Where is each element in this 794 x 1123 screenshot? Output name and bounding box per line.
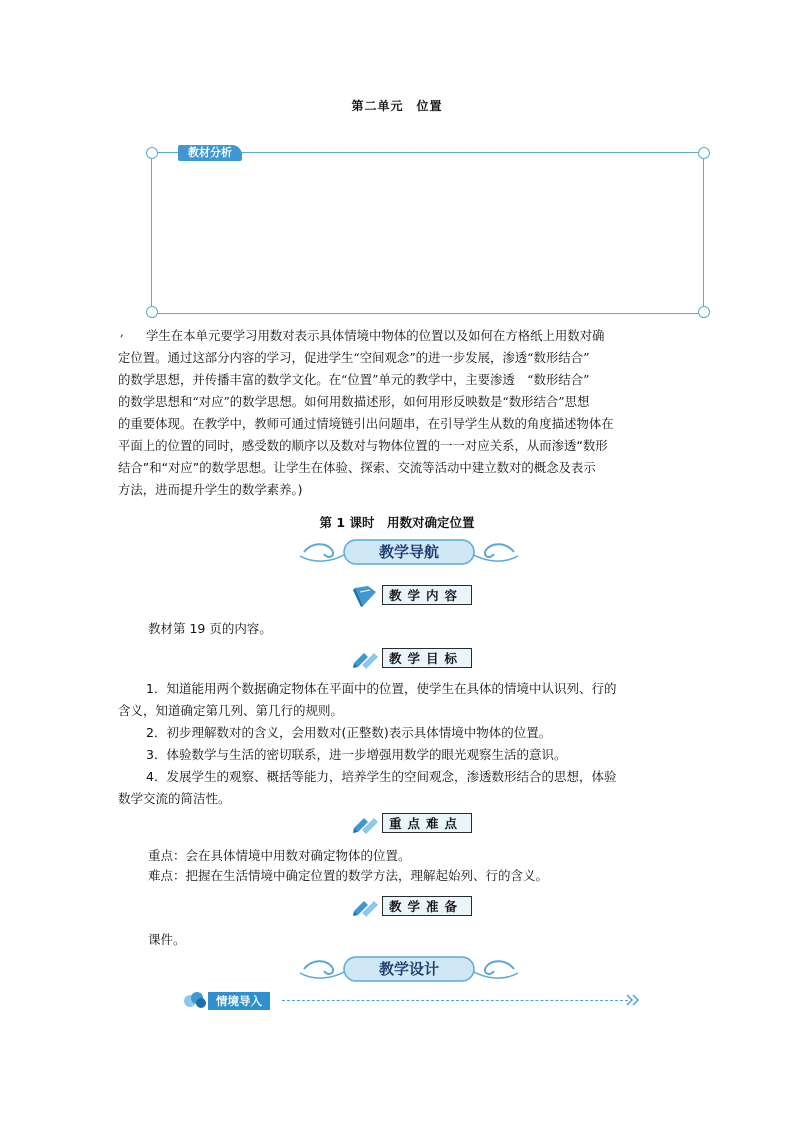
double-chevron-right-icon [626,994,640,1006]
frame-corner-ornament [146,147,158,159]
analysis-lead-mark: , [120,325,124,339]
goal-item: 1．知道能用两个数据确定物体在平面中的位置，使学生在具体的情境中认识列、行的 [146,681,617,696]
unit-title: 第二单元 位置 [351,99,443,113]
goals-list [118,678,678,810]
pencil-books-icon [352,647,380,671]
analysis-line: 学生在本单元要学习用数对表示具体情境中物体的位置以及如何在方格纸上用数对确 [146,328,605,343]
pencil-books-icon [352,895,380,919]
goal-item: 4．发展学生的观察、概括等能力，培养学生的空间观念，渗透数形结合的思想，体验 [146,769,617,784]
goal-item-continuation: 含义，知道确定第几列、第几行的规则。 [118,703,344,718]
frame-corner-ornament [698,147,710,159]
analysis-line: 结合”和“对应”的数学思想。让学生在体验、探索、交流等活动中建立数对的概念及表示 [118,460,596,475]
analysis-line: 方法，进而提升学生的数学素养。) [118,482,303,497]
dashed-divider [282,1000,628,1001]
lead-in-tag: 情境导入 [208,992,270,1010]
analysis-line: 的重要体现。在教学中，教师可通过情境链引出问题串，在引导学生从数的角度描述物体在 [118,416,614,431]
goal-item: 3．体验数学与生活的密切联系，进一步增强用数学的眼光观察生活的意识。 [146,747,567,762]
banner-label: 教学导航 [378,543,439,561]
analysis-tab: 教材分析 [178,145,242,161]
lesson-title: 第 1 课时 用数对确定位置 [319,515,475,530]
analysis-line: 定位置。通过这部分内容的学习，促进学生“空间观念”的进一步发展，渗透“数形结合” [118,350,590,365]
content-text: 教材第 19 页的内容。 [148,621,272,636]
banner-label: 教学设计 [378,960,439,978]
goal-item: 2．初步理解数对的含义，会用数对(正整数)表示具体情境中物体的位置。 [146,725,552,740]
frame-corner-ornament [146,306,158,318]
section-title: 教学目标 [389,651,464,666]
section-title: 重点难点 [389,816,464,831]
lead-in-icon [182,989,208,1011]
teaching-design-banner [298,955,520,983]
teaching-navigation-banner [298,538,520,566]
analysis-frame [151,152,704,314]
analysis-paragraph [118,325,678,501]
section-title: 教学内容 [389,588,464,603]
goal-item-continuation: 数学交流的简洁性。 [118,791,231,806]
key-point: 重点：会在具体情境中用数对确定物体的位置。 [148,848,411,863]
analysis-line: 的数学思想和“对应”的数学思想。如何用数描述形，如何用形反映数是“数形结合”思想 [118,394,590,409]
analysis-line: 的数学思想，并传播丰富的数学文化。在“位置”单元的教学中，主要渗透 “数形结合” [118,372,590,387]
prep-text: 课件。 [148,932,186,947]
frame-corner-ornament [698,306,710,318]
difficult-point: 难点：把握在生活情境中确定位置的数学方法，理解起始列、行的含义。 [148,868,549,883]
book-icon [352,584,380,608]
section-title: 教学准备 [389,899,464,914]
analysis-line: 平面上的位置的同时，感受数的顺序以及数对与物体位置的一一对应关系，从而渗透“数形 [118,438,608,453]
pencil-books-icon [352,812,380,836]
